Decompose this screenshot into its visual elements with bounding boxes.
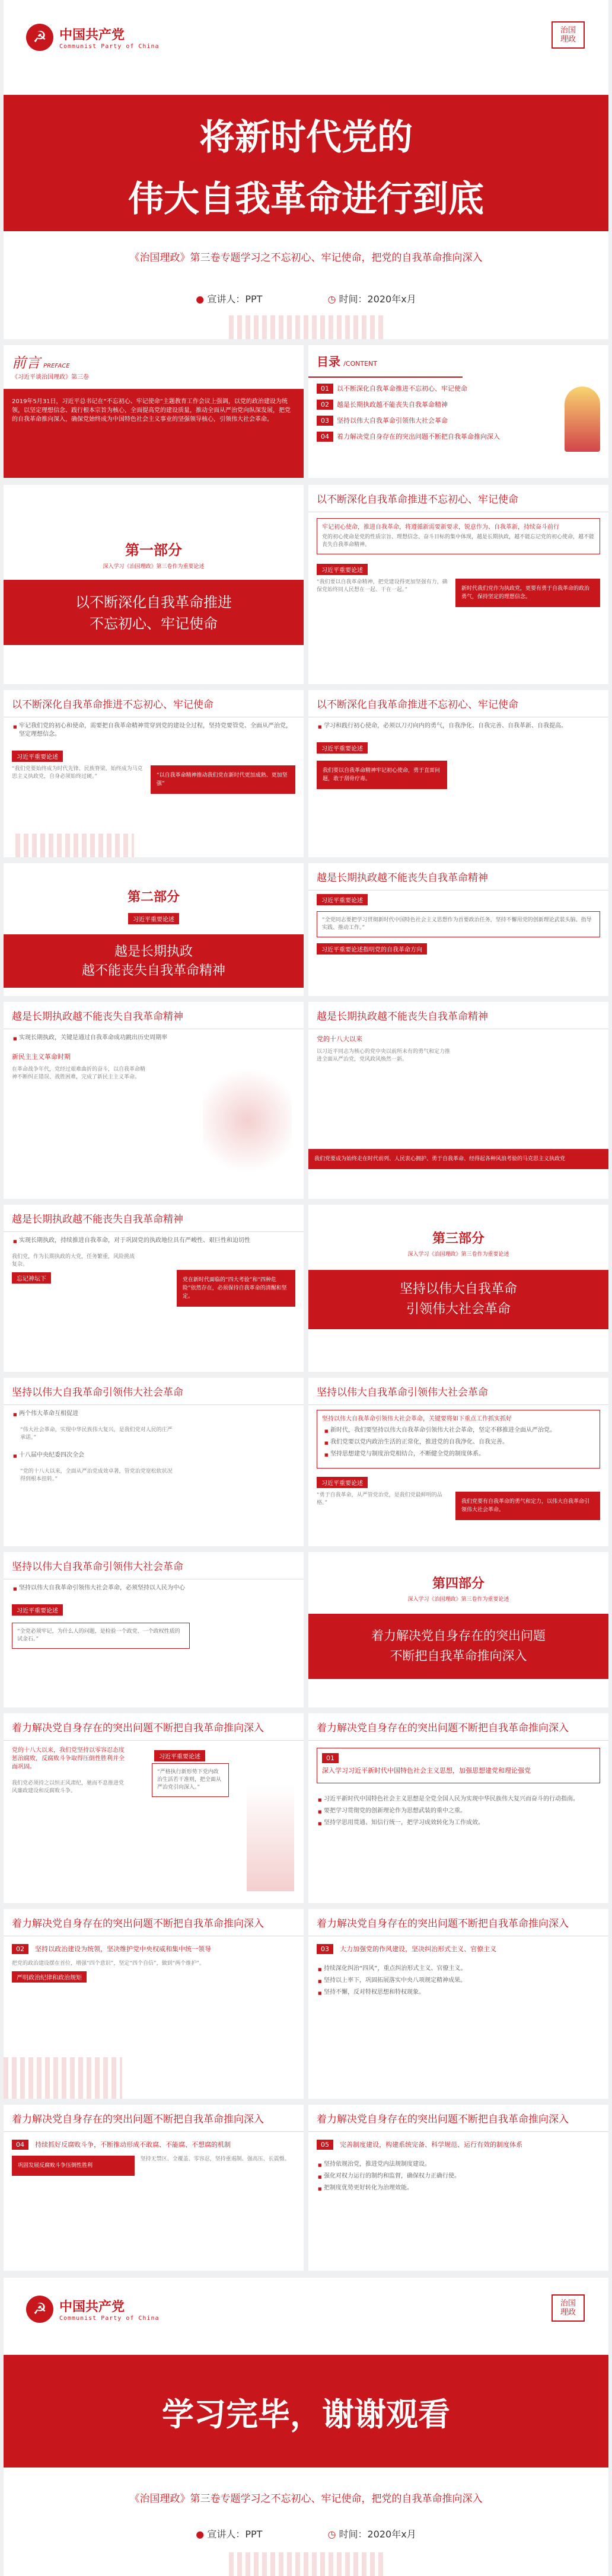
party-logo [26,24,160,51]
part2-label: 第二部分 [127,889,180,905]
monument-illustration [247,1785,294,1891]
s2c-red: 我们党要成为始终走在时代前列、人民衷心拥护、勇于自我革命、经得起各种风浪考验的马克思主义执政党 [308,1149,608,1169]
cover-meta [4,292,608,305]
s1c-slide [308,690,608,857]
s1a-text: 牢记初心使命，推进自我革命，将遵循新需要新要求，锐意作为、自我革新，持续奋斗前行 [322,524,559,531]
s2a-text: “全党同志要把学习贯彻新时代中国特色社会主义思想作为首要政治任务，坚持不懈用党的创新理论武装头脑、指导实践、推动工作。” [317,911,600,937]
s4d-item: ■ 坚持以上率下，巩固拓展落实中央八项规定精神成果。 [318,1977,599,1985]
s1b-tag: 习近平重要论述 [12,751,63,762]
cover-slide [4,0,608,339]
s3b-red: 我们党要有自我革命的勇气和定力，以伟大自我革命引领伟大社会革命。 [455,1492,600,1520]
slide-header: 着力解决党自身存在的突出问题不断把自我革命推向深入 [308,1909,608,1936]
party-logo [26,2296,160,2323]
preface-label: 前言 [12,355,40,371]
hammer-sickle-icon: ☭ [26,24,53,51]
cover-time: 时间：2020年x月 [339,293,416,305]
s4b-slide [308,1713,608,1903]
part2-title: 越是长期执政 越不能丧失自我革命精神 [4,934,304,988]
part1-sub: 深入学习《治国理政》第三卷作为重要论述 [103,564,205,570]
slide-header: 以不断深化自我革命推进不忘初心、牢记使命 [308,690,608,717]
contents-title: 目录 [317,355,340,369]
s3c-bullet: ■ 坚持以伟大自我革命引领伟大社会革命，必须坚持以人民为中心 [13,1584,294,1592]
s2d-bullet: ■ 实现长期执政，持续推进自我革命，对于巩固党的执政地位具有严峻性、艰巨性和迫切性 [13,1237,294,1245]
s2b-bullet: ■ 实现长期执政，关键是通过自我革命成功跳出历史周期率 [13,1034,294,1042]
part1-label: 第一部分 [125,541,182,558]
part3-title: 坚持以伟大自我革命 引领伟大社会革命 [308,1270,608,1329]
s4a-bullet: 党的十八大以来，我们党坚持以零容忍态度惩治腐败，反腐败斗争取得压倒性胜利并全面巩固。 [12,1747,125,1770]
s3b-item: ■ 新时代，我们要坚持以伟大自我革命引领伟大社会革命，坚定不移推进全面从严治党。 [324,1426,592,1435]
s4c-heading: 坚持以政治建设为统领，坚决维护党中央权威和集中统一领导 [35,1945,212,1953]
contents-item[interactable]: 02 越是长期执政越不能丧失自我革命精神 [317,400,600,410]
user-icon: ● [196,293,205,305]
s1a-box: 党的初心使命是党的性质宗旨、理想信念、奋斗目标的集中体现，越是长期执政，越不能忘记党的初心使命，越不能丧失自我革命精神。 [322,534,595,548]
s1b-red: “以自我革命精神推动我们党在新时代更加成熟、更加坚强” [151,765,295,794]
s4d-number: 03 [317,1944,333,1954]
great-wall-illustration [4,2057,122,2099]
s4e-number: 04 [12,2140,28,2150]
user-icon: ● [196,2529,205,2540]
slide-header: 着力解决党自身存在的突出问题不断把自我革命推向深入 [308,1713,608,1741]
part2-slide [4,863,304,996]
s2b-slide [4,1002,304,1199]
part3-sub: 深入学习《治国理政》第三卷作为重要论述 [407,1252,509,1257]
s4a-slide [4,1713,304,1903]
part1-slide [4,485,304,684]
clock-icon: ◷ [327,2529,336,2540]
part4-sub: 深入学习《治国理政》第三卷作为重要论述 [407,1597,509,1603]
slide-header: 坚持以伟大自我革命引领伟大社会革命 [4,1378,304,1405]
s2a-tag2: 习近平重要论述指明党的自我革命方向 [317,943,427,955]
contents-slide [308,345,608,478]
s4d-slide [308,1909,608,2099]
slide-header: 着力解决党自身存在的突出问题不断把自我革命推向深入 [4,1713,304,1741]
slide-header: 越是长期执政越不能丧失自我革命精神 [4,1205,304,1232]
s3b-quote: “勇于自我革命，从严管党治党，是我们党最鲜明的品格。” [317,1492,442,1506]
s3b-heading: 坚持以伟大自我革命引领伟大社会革命，关键要将如下重点工作抓实抓好 [322,1416,512,1422]
s4e-text: 坚持无禁区、全覆盖、零容忍，坚持重遏制、强高压、长震慑。 [140,2156,290,2162]
seal-stamp: 治国理政 [552,21,585,49]
slide-header: 越是长期执政越不能丧失自我革命精神 [4,1002,304,1029]
slide-header: 以不断深化自我革命推进不忘初心、牢记使命 [4,690,304,717]
s2b-text: 在革命战争年代，党经过艰难曲折的奋斗，以自我革命精神不断纠正错误、战胜困难，完成了新民主主义革命。 [12,1067,146,1080]
clock-icon: ◷ [327,293,336,305]
s1c-red: 我们要以自我革命精神牢记初心使命，勇于直面问题，敢于刮骨疗毒。 [317,761,447,789]
preface-body: 2019年5月31日，习近平总书记在“不忘初心、牢记使命”主题教育工作会议上强调，以党的政治建设为统领，以坚定理想信念、践行根本宗旨为核心，全面提高党的建设质量，推动全面从严治党向纵深发展，把党的自我革命推向深入，确保党始终成为中国特色社会主义事业的坚强领导核心，引领伟大社会革命。 [4,389,304,478]
ending-time: 时间：2020年x月 [339,2529,416,2540]
seal-stamp: 治国理政 [552,2294,585,2322]
part3-label: 第三部分 [432,1231,485,1246]
s4c-number: 02 [12,1944,28,1954]
monument-illustration [203,1061,292,1180]
s4f-item: ■ 强化对权力运行的制约和监督，确保权力正确行使。 [318,2172,599,2181]
cover-speaker: 宣讲人：PPT [207,293,263,305]
slide-header: 着力解决党自身存在的突出问题不断把自我革命推向深入 [4,2105,304,2132]
contents-item[interactable]: 01 以不断深化自我革命推进不忘初心、牢记使命 [317,384,600,394]
ending-title: 学习完毕，谢谢观看 [4,2355,608,2468]
s3a-slide [4,1378,304,1546]
hammer-sickle-icon: ☭ [26,2296,53,2323]
s4a-quote: “严格执行新形势下党内政治生活若干准则，把全面从严治党引向深入。” [152,1763,229,1797]
logo-en: Communist Party of China [59,2315,160,2322]
preface-slide [4,345,304,478]
ending-meta [4,2527,608,2540]
logo-cn: 中国共产党 [59,27,125,43]
s1c-tag: 习近平重要论述 [317,742,368,754]
s2a-tag: 习近平重要论述 [317,894,368,905]
s2d-tag: 忘记神坛下 [12,1272,51,1284]
s3a-bullet: ■ 两个伟大革命互相促进 [13,1410,294,1418]
cover-subtitle: 《治国理政》第三卷专题学习之不忘初心、牢记使命，把党的自我革命推向深入 [129,252,483,264]
s4b-item: ■ 习近平新时代中国特色社会主义思想是全党全国人民为实现中华民族伟大复兴而奋斗的行动指南。 [318,1795,599,1803]
s4c-text: 把党的政治建设摆在首位，增强“四个意识”，坚定“四个自信”，做到“两个维护”。 [12,1961,205,1967]
s4b-item: ■ 要把学习贯彻党的创新理论作为思想武装的重中之重。 [318,1807,599,1815]
s4f-item: ■ 把制度优势更好转化为治理效能。 [318,2184,599,2192]
s4d-item: ■ 持续深化纠治“四风”，重点纠治形式主义、官僚主义。 [318,1965,599,1973]
part3-slide [308,1205,608,1372]
s3c-text: “全党必须牢记，为什么人的问题，是检验一个政党、一个政权性质的试金石。” [12,1623,190,1649]
ending-subtitle: 《治国理政》第三卷专题学习之不忘初心、牢记使命，把党的自我革命推向深入 [129,2493,483,2505]
part2-tag: 习近平重要论述 [128,913,179,924]
slide-header: 越是长期执政越不能丧失自我革命精神 [308,863,608,890]
slide-header: 坚持以伟大自我革命引领伟大社会革命 [308,1378,608,1405]
ending-slide [4,2278,608,2576]
contents-item[interactable]: 04 着力解决党自身存在的突出问题不断把自我革命推向深入 [317,432,600,442]
s3a-text2: “党的十八大以来，全面从严治党成效卓著，管党治党宽松软状况得到根本扭转。” [20,1469,173,1482]
preface-sub: 《习近平谈治国理政》第三卷 [12,374,89,381]
tiananmen-illustration [229,315,383,339]
s4c-tag: 严明政治纪律和政治规矩 [12,1971,87,1983]
s2b-tag: 新民主主义革命时期 [12,1053,71,1061]
s4f-item: ■ 坚持依规治党，推进党内法规制度建设。 [318,2160,599,2169]
s4e-red: 巩固发展反腐败斗争压倒性胜利 [12,2156,135,2176]
part4-slide [308,1552,608,1707]
slide-header: 坚持以伟大自我革命引领伟大社会革命 [4,1552,304,1579]
s2d-slide [4,1205,304,1372]
s4f-slide [308,2105,608,2271]
s3b-tag: 习近平重要论述 [317,1477,368,1488]
contents-item[interactable]: 03 坚持以伟大自我革命引领伟大社会革命 [317,416,600,426]
cover-title-line2: 伟大自我革命进行到底 [128,178,484,220]
slide-header: 以不断深化自我革命推进不忘初心、牢记使命 [308,485,608,512]
s1b-slide [4,690,304,857]
s4a-tag: 习近平重要论述 [154,1750,205,1761]
logo-en: Communist Party of China [59,43,160,50]
s4d-item: ■ 坚持不懈，反对特权思想和特权现象。 [318,1988,599,1997]
s4f-number: 05 [317,2140,333,2150]
ending-speaker: 宣讲人：PPT [207,2529,263,2540]
s2a-slide [308,863,608,996]
s2c-text: 以习近平同志为核心的党中央以前所未有的勇气和定力推进全面从严治党，党风政风焕然一新。 [317,1049,451,1062]
part4-title: 着力解决党自身存在的突出问题 不断把自我革命推向深入 [308,1614,608,1679]
logo-cn: 中国共产党 [59,2299,125,2315]
s1b-bullet: ■ 牢记我们党的初心和使命，需要把自我革命精神贯穿到党的建设全过程，坚持党要管党、全面从严治党，坚定理想信念。 [13,722,294,739]
s3b-item: ■ 我们党要以党内政治生活的正常化，推进党的自我净化、自我完善。 [324,1438,592,1447]
s4c-slide [4,1909,304,2099]
s2c-tag: 党的十八大以来 [317,1035,362,1043]
slide-header: 越是长期执政越不能丧失自我革命精神 [308,1002,608,1029]
s4f-heading: 完善制度建设，构建系统完备、科学规范、运行有效的制度体系 [340,2141,523,2149]
s3a-bullet: ■ 十八届中央纪委四次全会 [13,1451,294,1460]
s4b-number: 01 [322,1753,339,1763]
s1a-red: 新时代我们党作为执政党，更要有勇于自我革命的政治勇气，保持坚定的理想信念。 [455,579,600,607]
contents-list [308,378,608,454]
s4e-slide [4,2105,304,2271]
s3c-slide [4,1552,304,1707]
s4b-heading: 深入学习习近平新时代中国特色社会主义思想，加强思想建党和理论强党 [322,1767,531,1774]
slide-header: 着力解决党自身存在的突出问题不断把自我革命推向深入 [308,2105,608,2132]
torch-illustration [565,387,600,452]
part4-label: 第四部分 [432,1576,485,1591]
s4b-item: ■ 坚持学思用贯通、知信行统一，把学习成效转化为工作成效。 [318,1819,599,1827]
s1a-quote: “我们要以自我革命精神，把党建设得更加坚强有力，确保党始终同人民想在一起、干在一起。” [317,579,448,593]
s3b-item: ■ 坚持思想建党与制度治党相结合，不断健全党的制度体系。 [324,1450,592,1458]
cover-title-band [4,95,608,231]
s4a-text: 我们党必须持之以恒正风肃纪，驰而不息推进党风廉政建设和反腐败斗争。 [12,1780,125,1794]
cover-title-line1: 将新时代党的 [199,117,413,158]
s1c-bullet: ■ 学习和践行初心使命，必须以刀刃向内的勇气，自我净化、自我完善、自我革新、自我提高。 [318,722,599,730]
s4e-heading: 持续抓好反腐败斗争，不断推动形成不敢腐、不能腐、不想腐的机制 [35,2141,231,2149]
s3b-slide [308,1378,608,1546]
s2c-slide [308,1002,608,1199]
contents-title-en: /CONTENT [343,360,377,368]
preface-label-en: PREFACE [43,363,70,369]
tiananmen-illustration [229,2552,383,2576]
s1a-tag: 习近平重要论述 [317,564,368,575]
s2d-red: 党在新时代面临的“四大考验”和“四种危险”依然存在，必须保持自我革命的清醒和坚定。 [177,1270,295,1307]
s2d-text: 我们党，作为长期执政的大党，任务繁重，风险挑战复杂。 [12,1254,135,1268]
slide-header: 着力解决党自身存在的突出问题不断把自我革命推向深入 [4,1909,304,1936]
s1b-quote: “我们党要始终成为时代先锋、民族脊梁，始终成为马克思主义执政党，自身必须始终过硬。” [12,766,143,780]
s3c-tag: 习近平重要论述 [12,1604,63,1616]
s3a-text: “伟大社会革命，实现中华民族伟大复兴，是我们党对人民的庄严承诺。” [20,1427,173,1441]
tiananmen-illustration [15,834,134,857]
part1-title: 以不断深化自我革命推进 不忘初心、牢记使命 [4,580,304,645]
s1a-slide [308,485,608,684]
s4d-heading: 大力加强党的作风建设，坚决纠治形式主义、官僚主义 [340,1945,497,1953]
